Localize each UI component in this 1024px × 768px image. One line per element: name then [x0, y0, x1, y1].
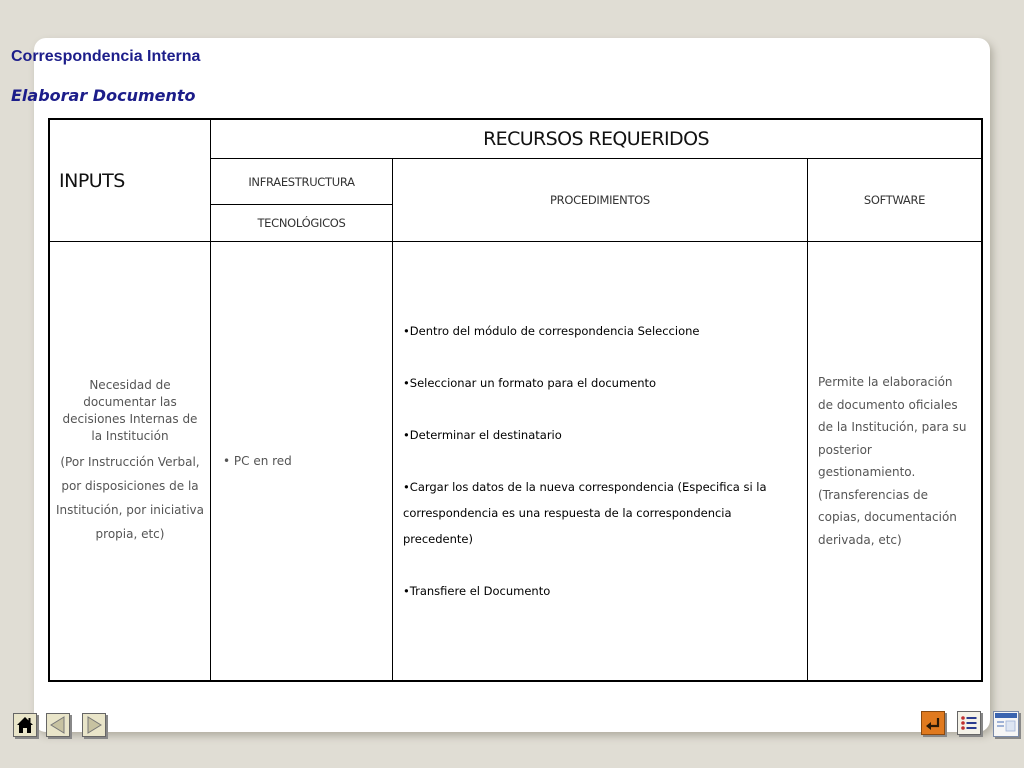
tech-header: TECNOLÓGICOS [257, 216, 346, 230]
tech-header-cell [211, 205, 392, 241]
procedure-item: •Cargar los datos de la nueva correspondencia (Especifica si la correspondencia es una respuesta de la correspondencia precedente) [403, 480, 767, 546]
previous-slide-button[interactable] [46, 713, 70, 737]
return-button[interactable] [921, 711, 945, 735]
resources-header: RECURSOS REQUERIDOS [483, 128, 709, 150]
procedures-body-cell [393, 242, 807, 680]
resources-header-cell [211, 120, 981, 158]
tech-body-cell [211, 242, 392, 680]
procedure-item: •Determinar el destinatario [403, 428, 562, 442]
procedures-list [403, 318, 797, 604]
page-title: Correspondencia Interna [11, 48, 201, 65]
window-button[interactable] [993, 711, 1019, 737]
software-body-cell [808, 242, 981, 680]
list-button[interactable] [957, 711, 981, 735]
inputs-header-cell [50, 120, 210, 241]
arrow-left-icon [47, 714, 69, 736]
proc-header-cell [393, 159, 807, 241]
inputs-header: INPUTS [59, 169, 125, 192]
software-text: Permite la elaboración de documento oficiales de la Institución, para su posterior gestionamiento. (Transferencias de copias, documentación derivada, etc) [818, 375, 967, 547]
home-icon [14, 714, 36, 736]
procedure-item: •Seleccionar un formato para el documento [403, 376, 657, 390]
proc-header: PROCEDIMIENTOS [550, 193, 650, 207]
software-header-cell [808, 159, 981, 241]
next-slide-button[interactable] [82, 713, 106, 737]
software-header: SOFTWARE [863, 193, 926, 207]
inputs-text-primary: Necesidad de documentar las decisiones Internas de la Institución [62, 377, 198, 443]
procedure-item: •Transfiere el Documento [403, 584, 551, 598]
infra-header: INFRAESTRUCTURA [248, 174, 355, 189]
home-button[interactable] [13, 713, 37, 737]
list-icon [958, 712, 980, 734]
resources-table [48, 118, 983, 682]
inputs-body-cell [50, 242, 210, 680]
procedure-item: •Dentro del módulo de correspondencia Seleccione [403, 324, 700, 338]
window-icon [994, 712, 1018, 736]
tech-item: • PC en red [223, 454, 292, 468]
page-subtitle: Elaborar Documento [11, 86, 196, 105]
inputs-text-secondary: (Por Instrucción Verbal, por disposiciones de la Institución, por iniciativa propia, etc) [56, 454, 205, 541]
return-icon [922, 712, 944, 734]
arrow-right-icon [83, 714, 105, 736]
infra-header-cell [211, 159, 392, 204]
